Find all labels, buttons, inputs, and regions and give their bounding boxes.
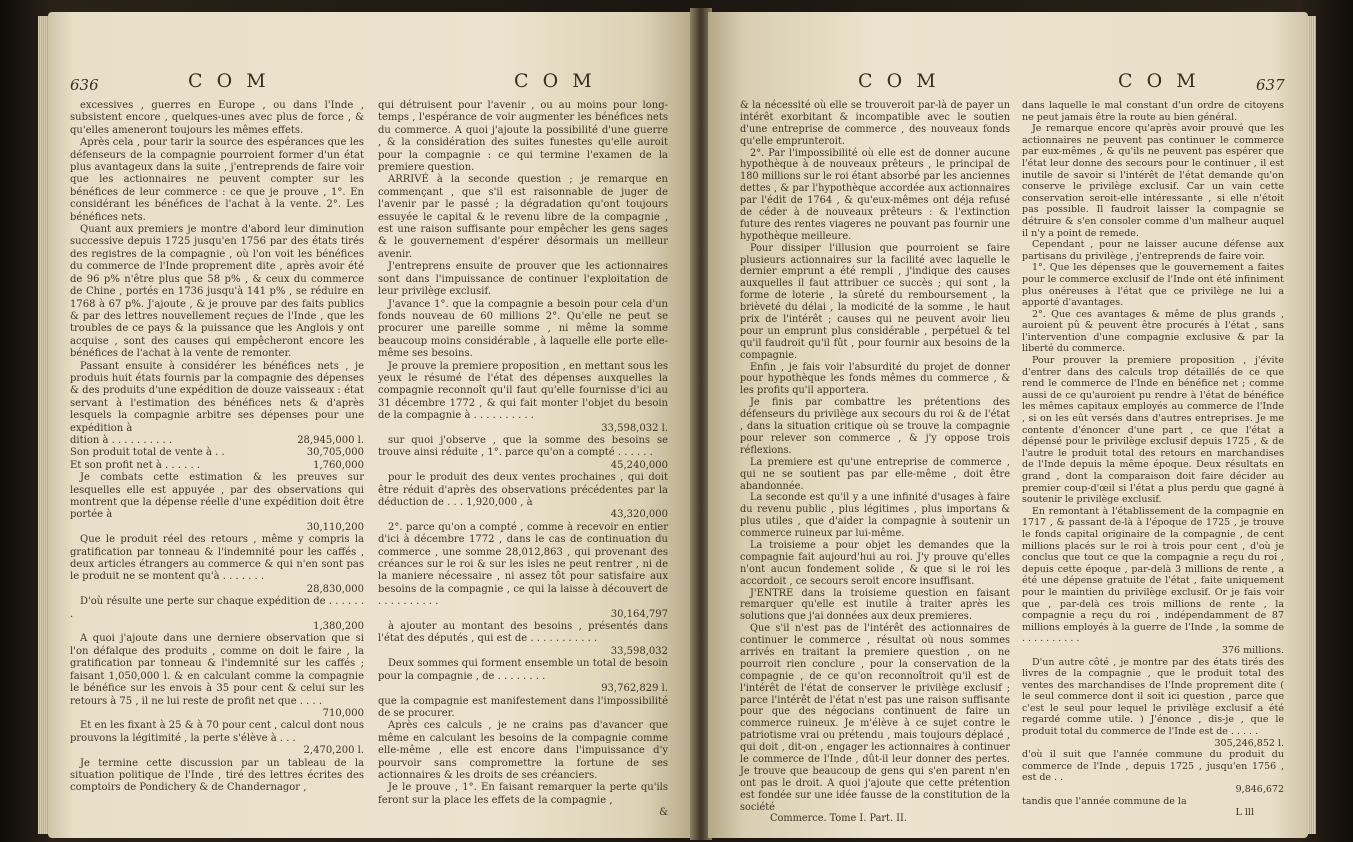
row-amount: 33,598,032 l.	[601, 422, 668, 434]
paragraph: Que le produit réel des retours , même y compris la gratification par tonneau & l'indemnité pour les caffés , deux articles étrangers au commerce & qui n'en sont pas le produit ne se montent qu'à . . . . . . .	[70, 534, 364, 583]
row-label: dition à . . . . . . . . . .	[70, 434, 172, 446]
row-amount: 28,830,000	[306, 583, 364, 595]
paragraph: J'avance 1°. que la compagnie a besoin pour cela d'un fonds nouveau de 60 millions 2°. Qu'elle ne peut se procurer une pareille somme , ni même la somme beaucoup moins considérable , à laquelle elle porte elle-même ses besoins.	[378, 298, 668, 360]
paragraph: Après cela , pour tarir la source des espérances que les défenseurs de la compagnie pourroient former d'un état plus avantageux dans la suite , j'entreprends de faire voir que les actionnaires ne peuvent compter sur les bénéfices de leur commerce : ce que je prouve , 1°. En considérant les bénéfices de l'achat à la vente. 2°. Les bénéfices nets.	[70, 137, 364, 223]
running-head-left: C O M	[858, 70, 940, 92]
paragraph: 2°. parce qu'on a compté , comme à recevoir en entier d'ici à décembre 1772 , dans le cas de continuation du commerce , une somme 28,012,863 , qui provenant des créances sur le roi & sur les isles ne peut rentrer , ni de la maniere nécessaire , ni assez tôt pour satisfaire aux besoins de la compagnie , ce qui la laisse à découvert de . . . . . . . . . .	[378, 521, 668, 608]
account-row	[70, 745, 364, 757]
left-page-column-1	[70, 100, 364, 795]
paragraph: La premiere est qu'une entreprise de commerce , qui ne se soutient pas par elle-même , doit être abandonnée.	[740, 456, 1010, 492]
paragraph: En remontant à l'établissement de la compagnie en 1717 , & passant de-là à l'époque de 1725 , je trouve le fonds capital originaire de la compagnie , de cent millions placés sur le roi à trois pour cent , d'où je conclus que tout ce que la compagnie a reçu du roi , depuis cette époque , par-delà 3 millions de rente , a été une dépense gratuite de l'état , faite uniquement pour le maintien du privilège exclusif. Or je fais voir que , par-delà ces trois millions de rente , la compagnie a reçu du roi , indépendamment de 87 millions employés à la guerre de l'Inde , la somme de . . . . . . . . . .	[1022, 505, 1284, 645]
row-amount: 305,246,852 l.	[1214, 737, 1284, 749]
paragraph: ARRIVÉ à la seconde question ; je remarque en commençant , que s'il est raisonnable de juger de l'avenir par le passé ; la dégradation qu'ont toujours essuyée le capital & le revenu libre de la compagnie , est une raison suffisante pour empêcher les gens sages & le gouvernement d'espérer désormais un meilleur avenir.	[378, 174, 668, 260]
paragraph: & la nécessité où elle se trouveroit par-là de payer un intérêt exorbitant & incompatible avec le soutien d'une entreprise de commerce , des nouveaux fonds qu'elle emprunteroit.	[740, 100, 1010, 147]
account-row	[1022, 784, 1284, 796]
page-number: 637	[1256, 76, 1285, 94]
paragraph: La seconde est qu'il y a une infinité d'usages à faire du revenu public , plus légitimes , plus importans & plus utiles , que d'aider la compagnie à soutenir un commerce ruineux par lui-même.	[740, 492, 1010, 540]
paragraph: Pour prouver la premiere proposition , j'évite d'entrer dans des calculs trop détaillés de ce que rend le commerce de l'Inde en bénéfice net ; comme aussi de ce qu'auroient pu rendre à l'état de bénéfice les mêmes capitaux employés au commerce de l'Inde , si on les eût versés dans d'autres entreprises. Je me contente d'énoncer d'une part , ce que l'état a dépensé pour le privilège exclusif depuis 1725 , & de l'autre le produit total des retours en marchandises de l'Inde depuis la même époque. Deux résultats en grand , dont la comparaison doit faire décider au premier coup-d'œil si l'état a plus perdu que gagné à soutenir le privilège exclusif.	[1022, 355, 1284, 506]
paragraph: Passant ensuite à considérer les bénéfices nets , je produis huit états fournis par la compagnie des dépenses & des produits d'une expédition de douze vaisseaux : état servant à l'estimation des bénéfices nets & d'après lesquels la compagnie arbitre ses dépenses pour une expédition à	[70, 360, 364, 434]
right-page-column-2	[1022, 100, 1284, 819]
right-page-column-1	[740, 100, 1010, 825]
paragraph: tandis que l'année commune de la	[1022, 795, 1187, 807]
row-amount: 2,470,200 l.	[303, 745, 364, 757]
paragraph: Pour dissiper l'illusion que pourroient se faire plusieurs actionnaires sur la facilité avec laquelle le dernier emprunt a été rempli , j'indique des causes auxquelles il faut attribuer ce succès ; qui sont , la forme de loterie , la sûreté du remboursement , la brièveté du délai , la modicité de la somme , le haut prix de l'intérêt ; causes qui ne peuvent avoir lieu pour un emprunt plus considérable , perpétuel & tel qu'il faudroit qu'il fût , pour fournir aux besoins de la compagnie.	[740, 242, 1010, 361]
paragraph: que la compagnie est manifestement dans l'impossibilité de se procurer.	[378, 695, 668, 719]
paragraph: sur quoi j'observe , que la somme des besoins se trouve ainsi réduite , 1°. parce qu'on a compté . . . . . .	[378, 434, 668, 459]
page-number: 636	[70, 76, 99, 94]
account-row	[378, 509, 668, 521]
left-page-column-2	[378, 100, 668, 820]
paragraph: d'où il suit que l'année commune du produit du commerce de l'Inde , depuis 1725 , jusqu'en 1756 , est de . .	[1022, 749, 1284, 784]
paragraph: Que s'il n'est pas de l'intérêt des actionnaires de continuer le commerce , résultat où nous sommes arrivés en traitant la premiere question , on ne pourroit rien conclure , pour la conservation de la compagnie , de ce qu'on reconnoîtroit qu'il est de l'intérêt de l'état de conserver le privilège exclusif ; parce l'intérêt de l'état n'est pas une raison suffisante pour que des négocians continuent de faire un commerce ruineux. Je m'élève à ce sujet contre le patriotisme vrai ou prétendu , mais toujours déplacé , qui doit , dit-on , engager les actionnaires à continuer le commerce de l'Inde , dût-il leur donner des pertes. Je trouve que beaucoup de gens qui s'en parent n'en ont pas le droit. A quoi j'ajoute que cette prétention est fondée sur une idée fausse de la constitution de la société	[740, 623, 1010, 813]
account-row	[378, 646, 668, 658]
running-head-right: C O M	[1118, 70, 1200, 92]
row-amount: 28,945,000 l.	[297, 434, 364, 446]
paragraph: qui détruisent pour l'avenir , ou au moins pour long-temps , l'espérance de voir augmenter les bénéfices nets du commerce. A quoi j'ajoute la possibilité d'une guerre , & la considération des suites funestes qu'elle auroit pour la compagnie : ce qui termine l'examen de la premiere question.	[378, 100, 668, 174]
signature-mark: L lll	[1235, 807, 1254, 819]
account-row	[378, 423, 668, 435]
paragraph: Après ces calculs , je ne crains pas d'avancer que même en calculant les besoins de la compagnie comme elle-même , elle est encore dans l'impuissance d'y pourvoir sans compromettre la fortune de ses actionnaires & les droits de ses créanciers.	[378, 720, 668, 781]
account-row	[70, 708, 364, 720]
row-amount: 9,846,672	[1235, 784, 1284, 796]
account-row	[70, 460, 364, 472]
row-amount: 93,762,829 l.	[601, 683, 668, 695]
row-amount: 30,164,797	[610, 608, 668, 620]
account-row	[70, 447, 364, 459]
paragraph: Et en les fixant à 25 & à 70 pour cent , calcul dont nous prouvons la légitimité , la perte s'élève à . . .	[70, 720, 364, 744]
row-amount: 710,000	[322, 707, 364, 719]
paragraph: pour le produit des deux ventes prochaines , qui doit être réduit d'après des observations précédentes par la déduction de . . . 1,920,000 , à	[378, 472, 668, 508]
row-label: Son produit total de vente à . .	[70, 447, 225, 459]
paragraph: 1°. Que les dépenses que le gouvernement a faites pour le commerce exclusif de l'Inde ont été infiniment plus onéreuses à l'état que ce privilège ne lui a apporté d'avantages.	[1022, 262, 1284, 309]
paragraph: dans laquelle le mal constant d'un ordre de citoyens ne peut jamais être la route au bien général.	[1022, 100, 1284, 123]
paragraph: Enfin , je fais voir l'absurdité du projet de donner pour hypothèque les fonds mêmes du commerce , & les profits qu'il apportera.	[740, 361, 1010, 397]
catchword: &	[659, 807, 668, 819]
right-page	[708, 12, 1308, 838]
row-amount: 30,110,200	[306, 521, 364, 533]
row-amount: 376 millions.	[1221, 644, 1284, 656]
row-amount: 45,240,000	[610, 459, 668, 471]
paragraph: excessives , guerres en Europe , ou dans l'Inde , subsistent encore , quelques-unes avec plus de force , & qu'elles ameneront toujours les mêmes effets.	[70, 100, 364, 136]
paragraph: Je prouve la premiere proposition , en mettant sous les yeux le résumé de l'état des dépenses auxquelles la compagnie reconnoît qu'il faut qu'elle fournisse d'ici au 31 décembre 1772 , & qui fait monter l'objet du besoin de la compagnie à . . . . . . . . . .	[378, 360, 668, 422]
running-head-left: C O M	[188, 70, 270, 92]
row-amount: 43,320,000	[610, 509, 668, 521]
left-page-edges	[38, 16, 48, 834]
account-row	[70, 584, 364, 596]
paragraph: La troisieme a pour objet les demandes que la compagnie fait aujourd'hui au roi. J'y prouve qu'elles n'ont aucun fondement solide , & que si le roi les accordoit , ce secours seroit encore insuffisant.	[740, 539, 1010, 587]
account-row	[378, 460, 668, 472]
paragraph: J'ENTRE dans la troisieme question en faisant remarquer qu'elle est inutile à traiter après les solutions que j'ai données aux deux premieres.	[740, 587, 1010, 623]
paragraph: Cependant , pour ne laisser aucune défense aux partisans du privilège , j'entreprends de faire voir.	[1022, 239, 1284, 262]
account-row	[70, 621, 364, 633]
paragraph: A quoi j'ajoute dans une derniere observation que si l'on défalque des produits , comme on doit le faire , la gratification par tonneau & l'indemnité sur les caffés ; faisant 1,050,000 l. & en calculant comme la compagnie le bénéfice sur les envois à 35 pour cent & celui sur les retours à 75 , il ne lui reste de profit net que . . . .	[70, 633, 364, 707]
paragraph: à ajouter au montant des besoins , présentés dans l'état des députés , qui est de . . . . . . . . . . .	[378, 621, 668, 645]
row-amount: 30,705,000	[306, 447, 364, 459]
account-row	[1022, 738, 1284, 750]
row-amount: 1,380,200	[313, 621, 364, 633]
row-amount: 33,598,032	[610, 645, 668, 657]
paragraph: Deux sommes qui forment ensemble un total de besoin pour la compagnie , de . . . . . . . .	[378, 658, 668, 682]
account-row	[378, 609, 668, 621]
account-row	[378, 683, 668, 695]
paragraph: Je finis par combattre les prétentions des défenseurs du privilège aux secours du roi & de l'état , dans la situation critique où se trouve la compagnie pour relever son commerce , & j'y oppose trois réflexions.	[740, 397, 1010, 456]
paragraph: Je le prouve , 1°. En faisant remarquer la perte qu'ils feront sur la place les effets de la compagnie ,	[378, 782, 668, 806]
account-row	[1022, 645, 1284, 657]
account-row	[70, 522, 364, 534]
row-label: Et son profit net à . . . . . .	[70, 459, 200, 471]
paragraph: Je termine cette discussion par un tableau de la situation politique de l'Inde , tiré des lettres écrites des comptoirs de Pondichery & de Chandernagor ,	[70, 757, 364, 794]
account-row	[70, 435, 364, 447]
paragraph: 2°. Que ces avantages & même de plus grands , auroient pû & peuvent être procurés à l'état , sans l'intervention d'une compagnie exclusive & par la liberté du commerce.	[1022, 308, 1284, 355]
paragraph: J'entreprens ensuite de prouver que les actionnaires sont dans l'impuissance de continuer l'exploitation de leur privilège exclusif.	[378, 261, 668, 298]
paragraph: 2°. Par l'impossibilité où elle est de donner aucune hypothèque à de nouveaux prêteurs , le principal de 180 millions sur le roi étant absorbé par les anciennes dettes , & par l'hypothèque accordée aux actionnaires par l'édit de 1764 , & qu'eux-mêmes ont déja refusé de céder à de nouveaux prêteurs : & l'extinction future des rentes viageres ne pouvant pas fournir une hypothèque meilleure.	[740, 147, 1010, 242]
left-page	[48, 12, 693, 838]
paragraph: Je combats cette estimation & les preuves sur lesquelles elle est appuyée , par des observations qui montrent que la dépense réelle d'une expédition doit être portée à	[70, 472, 364, 521]
paragraph: D'un autre côté , je montre par des états tirés des livres de la compagnie , que le produit total des ventes des marchandises de l'Inde proprement dite ( le seul commerce dont il soit ici question , parce que c'est le seul pour lequel le privilège exclusif a été regardé comme utile. ) J'énonce , dis-je , que le produit total du commerce de l'Inde est de . . . . .	[1022, 656, 1284, 738]
row-amount: 1,760,000	[313, 459, 364, 471]
paragraph: D'où résulte une perte sur chaque expédition de . . . . . . .	[70, 596, 364, 620]
paragraph: Quant aux premiers je montre d'abord leur diminution successive depuis 1725 jusqu'en 1756 par des états tirés des registres de la compagnie , où l'on voit les bénéfices du commerce de l'Inde proprement dite , après avoir été de 96 p% n'être plus que 58 p% , & ceux du commerce de Chine , portés en 1736 jusqu'à 141 p% , se réduire en 1768 à 67 p%. J'ajoute , & je prouve par des faits publics & par des lettres nouvellement reçues de l'Inde , que les troubles de ce pays & la puissance que les Anglois y ont acquise , sont des causes qui empêcheront encore les bénéfices de l'achat à la vente de remonter.	[70, 224, 364, 360]
volume-footer: Commerce. Tome I. Part. II.	[770, 813, 907, 825]
running-head-right: C O M	[514, 70, 596, 92]
paragraph: Je remarque encore qu'après avoir prouvé que les actionnaires ne peuvent pas continuer le commerce par eux-mêmes , & qu'ils ne peuvent pas espérer que l'état leur donne des secours pour le continuer , il est inutile de savoir si l'intérêt de l'état demande qu'on conserve le privilège exclusif. Car un vain cette conservation seroit-elle intéressante , si elle n'étoit pas possible. Il faudroit laisser la compagnie se détruire & s'en consoler comme d'un malheur auquel il n'y a point de remede.	[1022, 123, 1284, 239]
